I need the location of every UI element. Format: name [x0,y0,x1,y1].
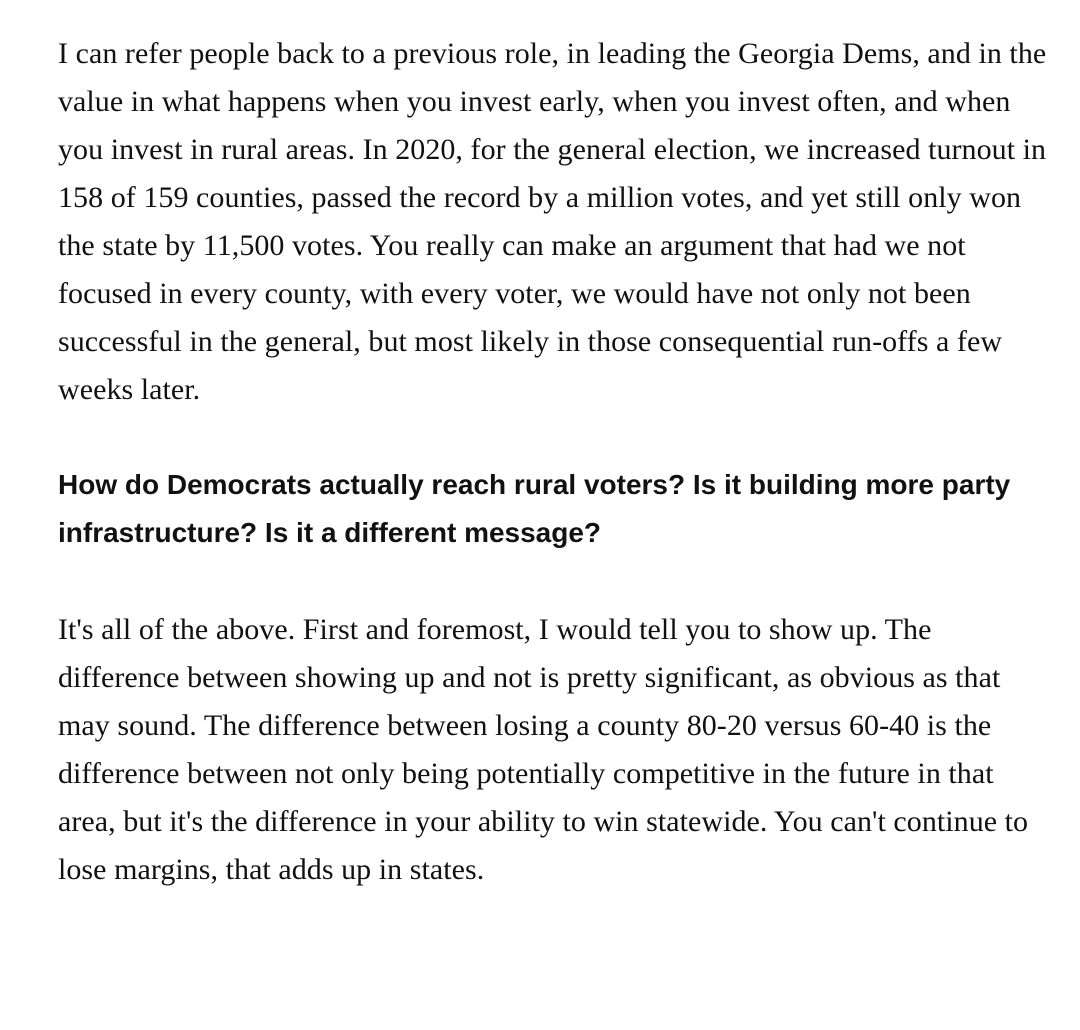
answer-paragraph-2: It's all of the above. First and foremost, I would tell you to show up. The difference between showing up and not is pretty significant, as obvious as that may sound. The difference between losing a county 80-20 versus 60-40 is the difference between not only being potentially competitive in the future in that area, but it's the difference in your ability to win statewide. You can't continue to lose margins, that adds up in states. [58,613,1029,886]
interview-question: How do Democrats actually reach rural voters? Is it building more party infrastructure? Is it a different message? [58,469,1011,548]
answer-paragraph-1: I can refer people back to a previous role, in leading the Georgia Dems, and in the value in what happens when you invest early, when you invest often, and when you invest in rural areas. In 2020, for the general election, we increased turnout in 158 of 159 counties, passed the record by a million votes, and yet still only won the state by 11,500 votes. You really can make an argument that had we not focused in every county, with every voter, we would have not only not been successful in the general, but most likely in those consequential run-offs a few weeks later. [58,37,1047,406]
article-body [58,30,1058,894]
